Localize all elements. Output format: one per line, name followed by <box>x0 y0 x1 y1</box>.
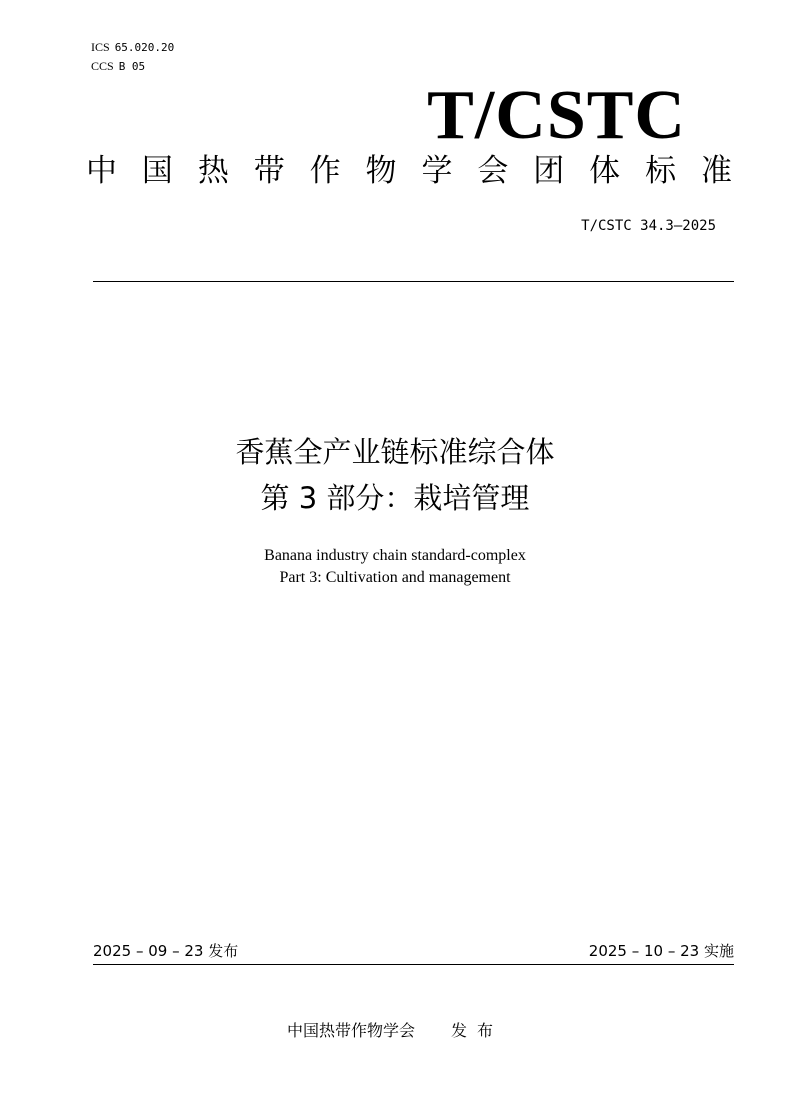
ics-row <box>91 38 174 57</box>
ccs-value: B 05 <box>118 60 146 73</box>
org-char: 会 <box>477 153 509 189</box>
ccs-row <box>91 57 174 76</box>
org-char: 带 <box>253 153 285 189</box>
top-divider <box>93 281 734 282</box>
standard-number: T/CSTC 34.3—2025 <box>581 218 716 234</box>
ics-label: ICS <box>91 40 110 54</box>
publisher-line <box>287 1019 503 1043</box>
ccs-label: CCS <box>91 59 114 73</box>
org-char: 学 <box>421 153 453 189</box>
implement-date: 2025 – 10 – 23 实施 <box>588 942 734 960</box>
title-en-line1: Banana industry chain standard-complex <box>264 547 526 564</box>
title-zh-line1: 香蕉全产业链标准综合体 <box>235 435 555 469</box>
title-en-line2: Part 3: Cultivation and management <box>279 569 511 586</box>
org-char: 标 <box>645 153 677 189</box>
ics-value: 65.020.20 <box>114 41 175 54</box>
publisher-name: 中国热带作物学会 <box>287 1021 416 1040</box>
org-char: 团 <box>533 153 565 189</box>
organization-standard-title <box>86 148 732 194</box>
publish-date: 2025 – 09 – 23 发布 <box>93 942 239 960</box>
classification-codes <box>91 38 174 76</box>
bottom-divider <box>93 964 734 965</box>
org-char: 准 <box>700 153 732 189</box>
standard-logo: T/CSTC <box>427 77 686 154</box>
publisher-action: 发布 <box>451 1021 504 1040</box>
org-char: 热 <box>197 153 229 189</box>
title-zh-line2: 第 3 部分：栽培管理 <box>260 481 530 515</box>
org-char: 物 <box>365 153 397 189</box>
org-char: 中 <box>86 153 117 189</box>
org-char: 体 <box>589 153 621 189</box>
org-char: 国 <box>141 153 173 189</box>
org-char: 作 <box>309 153 341 189</box>
